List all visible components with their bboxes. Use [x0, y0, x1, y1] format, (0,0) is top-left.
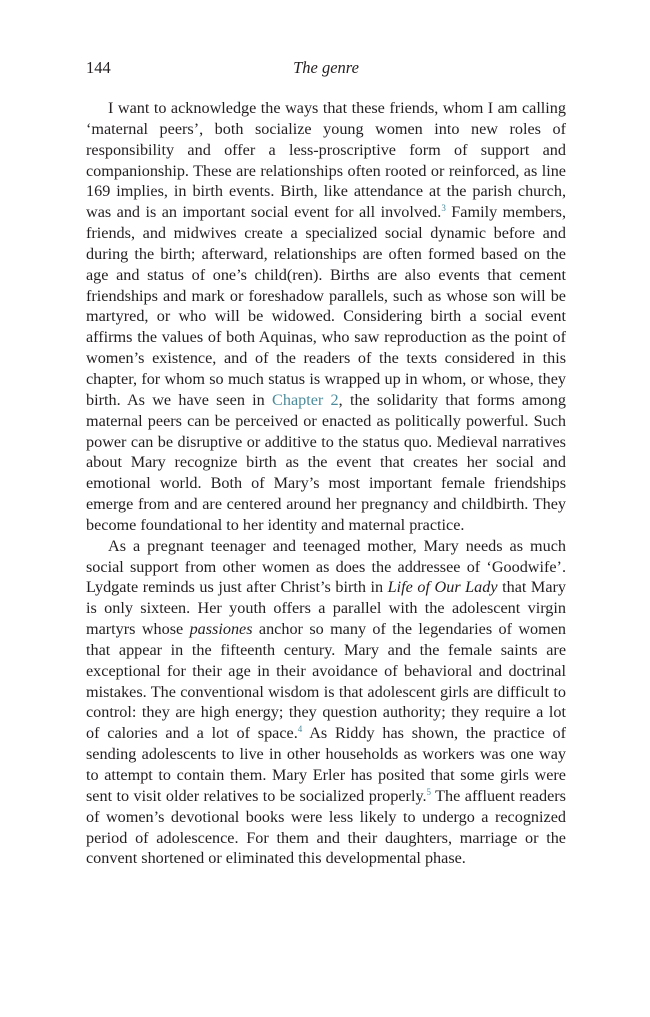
running-head — [86, 58, 566, 80]
running-title: The genre — [293, 58, 359, 77]
chapter-link[interactable]: Chapter 2 — [272, 390, 339, 409]
text-run: Family members, friends, and midwives create a specialized social dynamic before and during the birth; afterward, relationships are often formed based on the age and status of one’s child(ren). Births are also events that cement friendships and mark or foreshadow parallels, such as whose son will be martyred, or who will be widowed. Considering birth a social event affirms the values of both Aquinas, who saw reproduction as the point of women’s existence, and of the readers of the texts considered in this chapter, for whom so much status is wrapped up in whom, or whose, they birth. As we have seen in — [86, 203, 567, 409]
paragraph — [86, 98, 566, 536]
text-run: As Riddy has shown, the practice of sending adolescents to live in other households as workers was one way to attempt to contain them. Mary Erler has posited that some girls were sent to visit older relatives to be socialized properly. — [86, 724, 566, 805]
italic-title: Life of Our Lady — [387, 578, 498, 597]
italic-title: passiones — [189, 620, 253, 639]
text-run: I want to acknowledge the ways that these friends, whom I am calling ‘maternal peers’, both socialize young women into new roles of responsibility and offer a less-proscriptive form of support and companionship. These are relationships often rooted or reinforced, as line 169 implies, in birth events. Birth, like attendance at the parish church, was and is an important social event for all involved. — [86, 99, 566, 222]
footnote-marker[interactable]: 4 — [297, 724, 303, 735]
text-run: that Mary is only sixteen. Her youth offers a parallel with the adolescent virgin martyrs whose — [86, 578, 566, 639]
paragraph — [86, 536, 566, 870]
footnote-marker[interactable]: 3 — [441, 203, 446, 214]
footnote-marker[interactable]: 5 — [426, 786, 432, 797]
text-run: As a pregnant teenager and teenaged mother, Mary needs as much social support from other women as does the addressee of ‘Goodwife’. Lydgate reminds us just after Christ’s birth in — [86, 536, 566, 597]
text-run: anchor so many of the legendaries of women that appear in the fifteenth century. Mary and the female saints are exceptional for their age in their avoidance of behavioral and doctrinal mistakes. The conventional wisdom is that adolescent girls are difficult to control: they are high energy; they question authority; they require a lot of calories and a lot of space. — [86, 620, 566, 743]
text-run: , the solidarity that forms among maternal peers can be perceived or enacted as politically powerful. Such power can be disruptive or additive to the status quo. Medieval narratives about Mary recognize birth as the event that creates her social and emotional world. Both of Mary’s most important female friendships emerge from and are centered around her pregnancy and childbirth. They become foundational to her identity and maternal practice. — [86, 390, 566, 534]
text-run: The affluent readers of women’s devotional books were less likely to undergo a recognized period of adolescence. For them and their daughters, marriage or the convent shortened or eliminated this developmental phase. — [86, 786, 566, 868]
body-text — [86, 98, 566, 869]
page-number: 144 — [86, 58, 111, 77]
